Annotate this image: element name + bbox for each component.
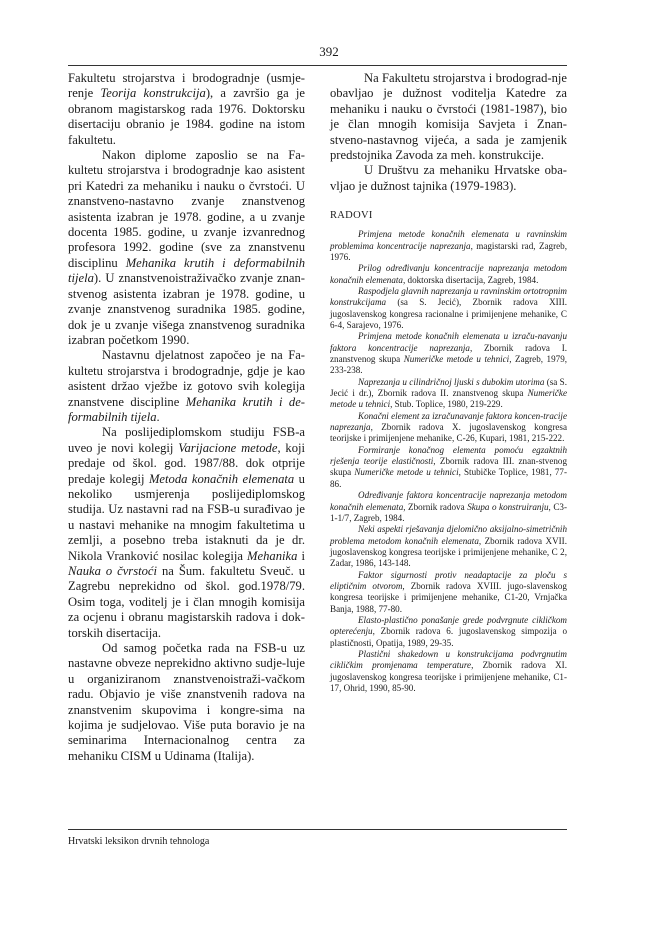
reference-title: Naprezanja u cilindričnoj ljuski s dubokim utorima: [358, 376, 545, 387]
radovi-heading: RADOVI: [330, 210, 373, 222]
reference-title: Neki aspekti rješavanja djelomično aksijalno-simetričnih problema metodom konačnih elemenata: [330, 524, 567, 546]
reference-item: [330, 615, 567, 649]
reference-details: , Zbornik radova XI. jugoslavenskog kongresa teorijske i primijenjene mehanike, C1-17, Ohrid, 1990, 85-90.: [330, 660, 567, 693]
footer-text: Hrvatski leksikon drvnih tehnologa: [68, 836, 210, 847]
reference-item: [330, 229, 567, 263]
reference-details: , Zbornik radova 6. jugoslavenskog simpozija o plastičnosti, Opatija, 1989, 29-35.: [330, 626, 567, 648]
reference-details: , Zbornik radova Skupa o konstruiranju, C3-1-1/7, Zagreb, 1984.: [330, 501, 567, 523]
reference-item: [330, 445, 567, 490]
reference-details: , Zbornik radova X. jugoslavenskog kongresa teorijske i primijenjene mehanike, C-26, Kupari, 1981, 215-222.: [330, 422, 567, 444]
references-list: [330, 229, 567, 694]
reference-title: Primjena metode konačnih elemenata u izraču-navanju faktora koncentracije naprezanja: [330, 331, 567, 353]
reference-item: [330, 331, 567, 376]
reference-item: [330, 524, 567, 569]
reference-title: Raspodjela glavnih naprezanja u ravninskim ortotropnim konstrukcijama: [330, 285, 567, 308]
left-column-paragraph: Nastavnu djelatnost započeo je na Fa-kultetu strojarstva i brodogradnje, gdje je kao asistent držao vježbe iz gotovo svih kolegija znanstvene discipline Mehanika krutih i de-formabilnih tijela.: [68, 348, 306, 424]
right-column-paragraphs: [330, 71, 567, 194]
reference-title: Faktor sigurnosti protiv neadaptacije za ploču s eliptičnim otvorom: [330, 569, 567, 591]
reference-title: Plastični shakedown u konstrukcijama podvrgnutim cikličkim promjenama temperature: [330, 648, 567, 671]
header-rule: [68, 65, 567, 66]
right-column-paragraph: U Društvu za mehaniku Hrvatske oba-vljao je dužnost tajnika (1979-1983).: [330, 163, 567, 193]
reference-details: , Zbornik radova XVII. jugoslavenskog kongresa teorijske i primijenjene mehanike, C 2, Zadar, 1986, 143-148.: [330, 535, 567, 569]
right-column-paragraph: Na Fakultetu strojarstva i brodograd-nje obavljao je dužnost voditelja Katedre za mehaniku i nauku o čvrstoći (1981-1987), bio je član mnogih komisija Savjeta i Znan-stveno-nastavnog vijeća, a sada je zamjenik predstojnika Zavoda za meh. konstrukcije.: [330, 71, 567, 163]
reference-item: [330, 649, 567, 694]
reference-details: , doktorska disertacija, Zagreb, 1984.: [402, 274, 539, 285]
reference-details: , Zbornik radova I. znanstvenog skupa Numeričke metode u tehnici, Zagreb, 1979, 233-238.: [330, 342, 568, 376]
reference-title: Konačni element za izračunavanje faktora koncen-tracije naprezanja: [330, 410, 567, 433]
reference-details: (sa S. Jecić), Zbornik radova XIII. jugoslavenskog kongresa racionalne i primijenjene mehanike, C 6-4, Sarajevo, 1976.: [330, 297, 567, 330]
reference-item: [330, 286, 567, 331]
reference-title: Formiranje konačnog elementa pomoću egzaktnih rješenja teorije elastičnosti: [330, 444, 567, 467]
reference-item: [330, 263, 567, 286]
page-number: 392: [319, 44, 339, 59]
reference-item: [330, 490, 567, 524]
reference-details: , Zbornik radova XVIII. jugo-slavenskog kongresa teorijske i primijenjene mehanike, C1-20, Vrnjačka Banja, 1988, 77-80.: [330, 580, 567, 614]
left-column-paragraph: Nakon diplome zaposlio se na Fa-kultetu strojarstva i brodogradnje kao asistent pri Katedri za mehaniku i nauku o čvrstoći. U znanstveno-nastavno zvanje znanstvenog asistenta izabran je 1978. godine, a u zvanje docenta 1985. godine, u zvanje izvanrednog profesora 1992. godine (sve za znanstvenu disciplinu Mehanika krutih i deformabilnih tijela). U znanstvenoistraživačko zvanje znan-stvenog asistenta izabran je 1978. godine, u zvanje znanstvenog suradnika 1985. godine, dok je u zvanje višega znanstvenog suradnika izabran početkom 1990.: [68, 148, 305, 347]
right-column: [330, 71, 567, 694]
reference-title: Primjena metode konačnih elemenata u ravninskim problemima koncentracije naprezanja: [330, 229, 567, 251]
reference-item: [330, 377, 567, 411]
left-column-paragraph: Na poslijediplomskom studiju FSB-a uveo je novi kolegij Varijacione metode, koji predaje od škol. god. 1987/88. dok otprije predaje kolegij Metoda konačnih elemenata u nekoliko usmjerenja poslijediplomskog studija. Uz nastavni rad na FSB-u surađivao je u nastavi mehanike na mnogim fakultetima u zemlji, a posebno treba istaknuti da je dr. Nikola Vranković nosilac kolegija Mehanika i Nauka o čvrstoći na Šum. fakultetu Sveuč. u Zagrebu neprekidno od škol. god.1978/79. Osim toga, voditelj je i član mnogih komisija za ocjenu i obranu magistarskih radova i dok-torskih disertacija.: [68, 425, 306, 640]
reference-title: Određivanje faktora koncentracije naprezanja metodom konačnih elemenata: [330, 490, 567, 512]
left-column-paragraph: Od samog početka rada na FSB-u uz nastavne obveze neprekidno aktivno sudje-luje u organiziranom znanstvenoistraži-vačkom radu. Objavio je više znanstvenih radova na znanstvenim skupovima i kongre-sima na kojima je sudjelovao. Više puta boravio je na seminarima Internacionalnog centra za mehaniku CISM u Udinama (Italija).: [68, 641, 305, 763]
footer-rule: [68, 829, 567, 830]
reference-details: , magistarski rad, Zagreb, 1976.: [330, 240, 567, 262]
left-column-paragraph: Fakultetu strojarstva i brodogradnje (usmje-renje Teorija konstrukcija), a završio ga je obranom magistarskog rada 1976. Doktorsku disertaciju obranio je 1984. godine na istom fakultetu.: [68, 71, 305, 147]
reference-details: , Zbornik radova III. znan-stvenog skupa Numeričke metode u tehnici, Stubičke Toplice, 1981, 77-86.: [330, 456, 568, 489]
reference-title: Prilog određivanju koncentracije naprezanja metodom konačnih elemenata: [330, 263, 567, 285]
reference-item: [330, 570, 567, 615]
reference-title: Elasto-plastično ponašanje grede podvrgnute cikličkom opterećenju: [330, 614, 567, 637]
reference-details: (sa S. Jecić i dr.), Zbornik radova II. znanstvenog skupa Numeričke metode u tehnici, Stub. Toplice, 1980, 219-229.: [330, 376, 567, 410]
reference-item: [330, 411, 567, 445]
left-column: [68, 71, 305, 764]
